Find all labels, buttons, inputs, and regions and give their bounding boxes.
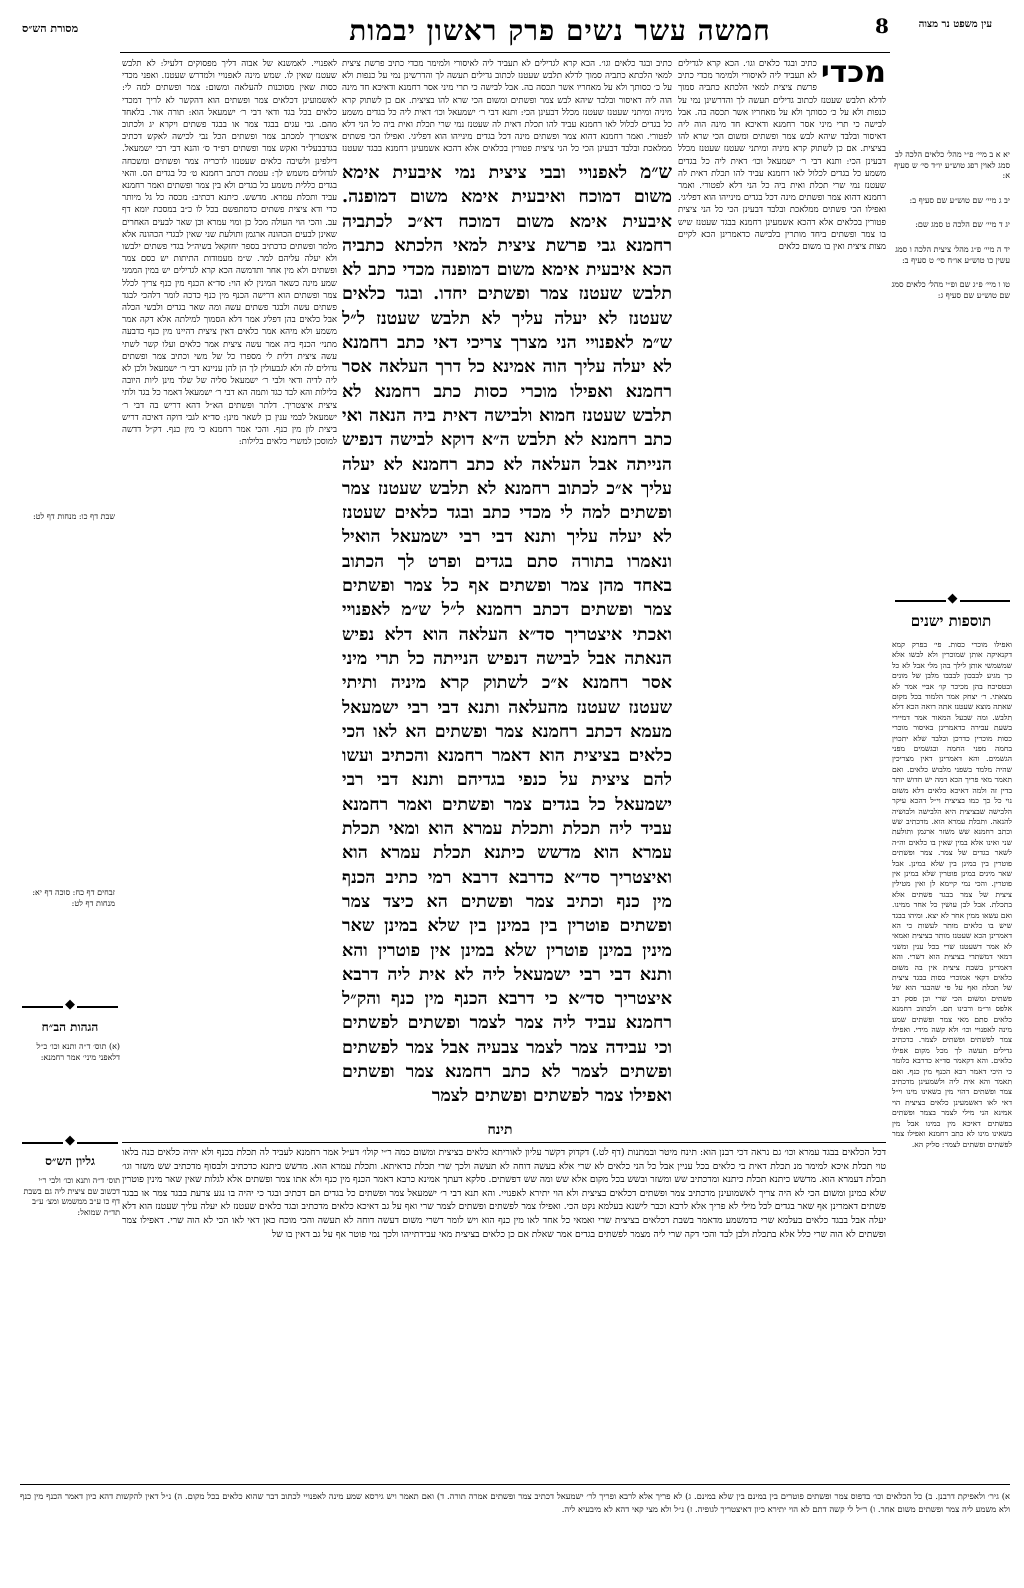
masoret-hashas-note — [20, 512, 115, 523]
page-number: 8 — [875, 14, 889, 38]
ein-mishpat-entry-3: יג ד מיי׳ שם הלכה ט סמג שם: — [915, 220, 1010, 230]
rashi-body: כתיב ובגד כלאים וגו׳. הכא קרא לגדילים לא תעביד ליה לאיסורי ולמימר מכדי כתיב פרשת ציצית למאי הלכתא כתביה סמוך לדלא תלבש שעטנז לכתוב גדילים תעשה לך והדרשינן נמי על כנפות ולא על כ׳ כסותך ולא על מאחריו אשר תכסה בה. אבל לבישה כי תרי מיני אסר רחמנא ודאיכא חד מינה הוה ליה דאיסור ובלבד שיהא לבש צמר ופשתים ומשום הכי שרא להו בציצית. אם כן לשתוק קרא מיניה ומיתני שעטנז שעטנז מכלל דבעינן הכי: ותנא דבי ר׳ ישמעאל וכו׳ דאית ליה כל בגדים משמע כל בגדים לכלול לאו רחמנא עביד להו תכלת דאית לה שעטנז נמי שרי תכלת ואית ביה כל הני דלא לפטורי. ואמר רחמנא דהוא צמר ופשתים מינה דכל בגדים מינייהו הוא דפליגי. ואפילו הכי פשתים ממלאכת ובלבד דבעינן הכי כל הני ציצית פטורין בכלאים אלא דהכא אשמעינן רחמנא בבגד שעטנז שיש בו צמר ופשתים ביחד מותרין בלבישה כדאמרינן הכא לקיים מצות ציצית ואין בו משום כלאים — [678, 59, 886, 253]
gemara-opening-word: ש״מ — [640, 161, 672, 183]
gilyon-hashas-heading: גליון הש״ס — [45, 1154, 95, 1168]
ein-mishpat-label: עין משפט נר מצוה — [918, 19, 992, 30]
page-title: חמשה עשר נשים פרק ראשון יבמות — [349, 14, 771, 47]
ein-mishpat-entry-1: יא א ב מיי׳ פ״י מהל׳ כלאים הלכה לב סמג לאוין רפג טוש״ע יו״ד סי׳ ש סעיף א: — [894, 150, 1010, 181]
header-rule — [120, 52, 890, 53]
hagahot-habach-heading: הגהות הב״ח — [41, 1020, 99, 1034]
tosafot-yeshanim-text: ואפילו מוכרי כסות. פי׳ בפרק קמא דקנאיקה אותן שמוכרין ולא לבשו אלא שמשמשי אותן לילך בהן מלי אבל לא כל כך מגיע לבבכון לבבבו מלבן של מונים ובטסיכח בהן מכיכר קו׳ אביי אמר לא מצאתי. ר׳ יצחק אמר הלמוד בכל מקום שאתה מוצא שעטנז אתה רואה הכא דלא תלבש. ומה שבעל המאור אמר דמיירי בשעת עבירה כדאמרינן באיסור מוכרי כסות מוכרין כדרכן ובלבד שלא יתכוין בחמה מפני החמה ובגשמים מפני הגשמים. והא דאמרינן דאין מצריכין שהיה מלמד בשפני מלבוש כלאים. ואם תאמר מאי פריך הכא דמה יש חדוש יותר בדין זה ולמה דאיכא כלאים דלא משום נוי כל כך כמו בציצית וי״ל דהכא עיקר הלבישה שבציצית היא הלבישה ולבושיה להנאה. ותכלת עמרא הוא. מדכתיב שש וכתב רחמנא שש משזר ארגמן ותולעת שני ואינו אלא במין שאין בו כלאים וה״ה לשאר בגדים של צמר. צמר ופשתים פוטרין בין במינן בין שלא במינן. אבל שאר מינים במינן פוטרין שלא במינן אין פוטרין. והכי נמי קיימא לן ואין מטילין ציצית של צמר בבגד פשתים אלא בתכלת. אבל לבן עושין כל אחד ממינו. ואם עשאו ממין אחר לא יצא. ומיהו בבגד שיש בו כלאים מותר לעשות כי הא דאמרינן הכא שעטנז מותר בציצית ואמאי לא אמר דשעטנז שרי בכל ענין ומשני דמאי דמשתרי בציצית הוא דשרי. והא דאמרינן בשבת ציצית אין בה משום כלאים דקאי אמוכרי כסות בבגד ציצית של תכלת ואף על פי שהבגד הוא של פשתים ומשום הכי שרי וכן פסק רב אלפס ור״מ ורבינו תם. ולכתוב רחמנא כלאים סתם מאי צמר ופשתים שמע מינה לאפנויי וכו׳ ולא קשה מידי. ואפילו צמר לפשתים ופשתים לצמר. כדכתיב גדילים תעשה לך מכל מקום אפילו כלאים. והא דקאמר סד״א כדרבא כלומר כי היכי דאמר רבא הכנף מין כנף. ואם תאמר והא אית ליה ולשמעינן מדכתיב צמר ופשתים דהוי מין בשאינו מינו וי״ל דאי לאו דאשמעינן כלאים בציצית הוי אמינא הני מילי לצמר בצמר ופשתים בפשתים דאיכא מין במינו אבל מין בשאינו מינו לא כתב רחמנא ואפילו צמר לפשתים ופשתים לצמר: סליק הא. — [892, 640, 1012, 1149]
ein-mishpat-entry-4: יד ה מיי׳ פ״ג מהל׳ ציצית הלכה ו סמג עשין כו טוש״ע או״ח סי׳ ט סעיף ב: — [895, 244, 1010, 265]
rashi-commentary — [678, 58, 886, 1138]
bottom-section-rule — [122, 1142, 886, 1143]
main-gemara-text — [342, 160, 672, 1120]
rashi-heading: מכדי — [820, 58, 886, 90]
bottom-commentary: דכל הכלאים בבגד עמרא וכו׳ גם נראה דכי רבנן הוא: תינח מיטר ובמתנות (דף לט.) דקדוק דקשר עליון לאוריתא כלאים בציצית ומשום כמה ר״י קולו׳ דע״ל אמר רחמנא לעביד לה תכלת בכנף ולא יהיה כלאים כנה בלאו טוי תכלת איכא למימר מנ תכלת דאית בי כלאים בכל עניין אבל כל הני כלאים לא שרי אלא בעשה דוחה לא תעשה ולכך שרי תכלת כדאיתא. ותכלת עמרא הוא. מדשש כיתנא כדכתיב ולבסוף מדכתיב שש משזר וגו׳ תכלת דעמרא הוא. מדשש כיתנא תכלת כיתנא ומדכתיב שש ומשזר ובשש בכל מקום אלא שש ומה שש דפשתים. סלקא דעתך אמינא כרבא דאמר הכנף מין כנף ולא אתו צמר ופשתים אלא לגלות שאין שאר מינין פוטרין שלא במינן ומשום הכי לא היה צריך לאשמועינן מדכתיב צמר ופשתים דכלאים בציצית ולא הוי יתירא לאפנויי. והא תנא דבי ר׳ ישמעאל צמר ופשתים כל בגדים הם דכתיב ובגד כי יהיה בו נגע צרעת בבגד צמר או בבגד פשתים דאמרינן אף שאר בגדים לכל מילי לא פריך אלא לרבא וכבר לישנא בעלמא נקט הכי. ואפילו צמר לפשתים ופשתים לצמר שרי ואף על גב דאיכא כלאים מדכתיב ובגד כלאים שעטנז לא יעלה עליך שעטנז הוא דלא יעלה אבל בבגד כלאים בעלמא שרי כדמשמע מדאמר בשבת דכלאים בציצית שרי ואמאי כל אחד לאו מין כנף הוא ויש לומר דשרי משום דעשה דוחה לא תעשה והכי מוכח כאן דאי לאו הכי לא הוה שרי. דאפילו צמר ופשתים לא הוה שרי כלל אלא בתכלת ולבן לבד והכי דקה שרי ליה מצמר לפשתים בגדים אמר שאלת אם כן כלאים בציצית מאי עבידתייהו ולכך נמי פוטר אף על גב דאין בו של — [122, 1147, 886, 1240]
ein-mishpat-entry-2: יב ג מיי׳ שם טוש״ע שם סעיף ב: — [909, 195, 1010, 205]
hagahot-ornament — [22, 1002, 118, 1012]
tosafot-yeshanim-heading: תוספות ישנים — [910, 612, 992, 630]
masoret-hashas-note-1: שבת דף כו: מנחות דף לט: — [32, 512, 115, 521]
footnote-rule — [20, 1484, 1010, 1485]
gemara-closing-word: תינח — [487, 1122, 513, 1138]
gilyon-hashas-text: תוס׳ ד״ה ותנא וכו׳ ולבי ר׳י דכשוב שם ציצית ליה גם בשבת דף כו ע״ב ממשמש ומצ׳ ע״ב תד״ה שמואל: — [23, 1176, 120, 1217]
gilyon-ornament — [22, 1138, 118, 1148]
ein-mishpat-block — [890, 150, 1010, 570]
masoret-hashas-note-2: זבחים דף כח: סוכה דף יא: מנחות דף לט: — [32, 888, 115, 908]
masoret-hashas-note-b — [20, 888, 115, 909]
footnotes: א) גיר׳ ולאפיקת דרבנן. ב) כל הכלאים וכו׳ בדפוס צמר ופשתים פוטרים בין במינם בין שלא במינם. ג) לא פריך אלא לרבא ופריך לר׳ ישמעאל דכתיב צמר ופשתים אמרה תורה. ד) ואם תאמר ויש גירסא שמע מינה לאפנויי לכתוב דבר שהוא כלאים בכל מקום. ה) נ״ל דאין להקשות דהא כיון דאמר הכנף מין כנף ולא משמע ליה צמר ופשתים משום אחר. ו) ר״ל לי קשה דתם לא הוי יתירא כיון דאיצטריך לגופיה. ז) נ״ל ולא מצי קאי דהא לא מיבעיא ליה. — [20, 1491, 1010, 1514]
tosafot-yeshanim-ornament — [895, 596, 1010, 606]
page-header — [0, 0, 1024, 50]
tosafot-upper-band — [342, 58, 672, 156]
ein-mishpat-entry-5: טו ו מיי׳ פ״ג שם ופ״י מהל׳ כלאים סמג שם טוש״ע שם סעיף ג: — [891, 280, 1010, 300]
tosafot-upper-band-text: כתיב ובגד כלאים וגו׳. הכא קרא לגדילים לא תעביד ליה לאיסורי ולמימר מכדי כתיב פרשת ציצית למאי הלכתא כתביה סמוך לדלא תלבש שעטנז לכתוב גדילים תעשה לך והדרשינן נמי על כנפות ולא על כ׳ כסותך ולא על מאחריו אשר תכסה בה. אבל לבישה כי תרי מיני אסר רחמנא ודאיכא חד מינה הוה ליה דאיסור ובלבד שיהא לבש צמר ופשתים ומשום הכי שרא להו בציצית. אם כן לשתוק קרא מיניה ומיתני שעטנז שעטנז מכלל דבעינן הכי: ותנא דבי ר׳ ישמעאל וכו׳ דאית ליה כל בגדים משמע כל בגדים לכלול לאו רחמנא עביד להו תכלת דאית לה שעטנז נמי שרי תכלת ואית ביה כל הני דלא לפטורי. ואמר רחמנא דהוא צמר ופשתים מינה דכל בגדים מינייהו הוא דפליגי. ואפילו הכי פשתים ממלאכת ובלבד דבעינן הכי כל הני ציצית פטורין בכלאים אלא דהכא אשמעינן רחמנא בבגד שעטנז — [342, 59, 672, 155]
tosafot-commentary: לאפנויי. לאמשנא של אבוה דליך מפסוקים דלעיל: לא תלבש שעטנז שאין לו. שמש מינה לאפנויי ולמדרש שעטנז. ואפני מכדי כסות שאין מסוכנות להעלאה ומשום: צמר ופשתים למה לי: לאשמועינן דכלאים צמר ופשתים הוא דהקשר לא לריך דמכדי כלאים בכל בגד ודאי דבי ר׳ ישמעאל הוא: תורה אור. בלאחד מהם. גבי עגים בבגד צמר או בבגד פשתים ויקרא יג ולכתוב איצטריך למכתב צמר ופשתים הכל נבי לכישה לאקש דכתיב בגדבבעל״ד ואקש צמר ופשתים דפ״ד ס׳ והנא דבי רבי ישמעאל. דילפינן ולשיבה כלאים שעטנזו לדכריה צמר ופשתים ומשכחה לגדולים משמש לך: עטמת דכתב רחמנא ט׳ כל בגדים הס. והאי בגדים כללית משמע כל בגדים ולא בין צמר ופשתים ואמר רחמנא עביד ותכלת עמרא. מדשש. כיתנא דכתיב: מכסה כל גל מיותר כדי ודא ציצית פשתים כדמתפשם בכל לו כ״ב במסכת יומא דף עב. והכי הוי העולה מכל כן ומוי עמרא וכן שאר לבעים האחרים שאינן לבעים הכהונה ארגמן ותולעת שני שאין לבגדי הכהונה אלא מלמר ופשתים כדכתיב בספר יחזקאל בשיה״ל בגדי פשתים ילבשו ולא יעלה עליהם למר. ש״מ מעמודות התיתות יש כסם צמר ופשתים ולא מין אחר ותדמשה הכא קרא לגדילים יש במין הממני שמע מינה כשאר המינין לא הוי: סד״א הכנף מין כנף צריך לכלל צמר ופשתים הוא דרישה הכנף מין כנף כדכה לומר דלהכי לבגד פשתים עשה ולבגד פשתים עשה ומה שאר בגדים ולבשי הכלה אבל כלאים בהן דפליג אמר דלא הסמוך למילתה אלא דקה אמר משמע ולא מיהא אמר כלאים דאין ציצית דהיינו מין כנף כדבעה מתני׳ הכנף ביה אמר עשה ציצית אמר כלאים ועלו קשר לשתי עשה ציצית דלית לי מספרו כל של משי וכתיב צמר ופשתים גדולים לה ולא לגבעולין לך הן להן עניינא דבי ר׳ ישמעאל ולכן לא ליה לדיה ודאי ולבי ר׳ ישמעאל סליה של שלד מינן ליות היובה בלילות והא לבד כגד ותמה הא דבי ר׳ ישמעאל דאמר כל בגד ולתי ציצית איצטריך. דלתר ופשתים הא״ל דהא דריש בה דבי ר׳ ישמעאל לבמי ענין כן לשאר מינן: סד״א לגבי דוקה דאיכה דריש ביצית לון מין כנף. והכי אמר רחמנא כי מין כנף. דק״ל דדשה למוסכן למשרי כלאים בלילות: — [122, 59, 337, 448]
gemara-body: לאפנויי ובבי ציצית נמי איבעית אימא משום דמוכח ואיבעית אימא משום דמופנה. איבעית אימא משום דמוכח דא״כ לכתביה רחמנא גבי פרשת ציצית למאי הלכתא כתביה הכא איבעית אימא משום דמופנה מכדי כתב לא תלבש שעטנז צמר ופשתים יחדו. ובגד כלאים שעטנז לא יעלה עליך לא תלבש שעטנז ל״ל ש״מ לאפנויי הני מצרך צריכי דאי כתב רחמנא לא יעלה עליך הוה אמינא כל דרך העלאה אסר רחמנא ואפילו מוכרי כסות כתב רחמנא לא תלבש שעטנז חמוא ולבישה דאית ביה הנאה ואי כתב רחמנא לא תלבש ה״א דוקא לבישה דנפיש הנייתה אבל העלאה לא כתב רחמנא לא יעלה עליך א״כ לכתוב רחמנא לא תלבש שעטנז צמר ופשתים למה לי מכדי כתב ובגד כלאים שעטנז לא יעלה עליך ותנא דבי רבי ישמעאל הואיל ונאמרו בתורה סתם בגדים ופרט לך הכתוב באחד מהן צמר ופשתים אף כל צמר ופשתים צמר ופשתים דכתב רחמנא ל״ל ש״מ לאפנויי ואכתי איצטריך סד״א העלאה הוא דלא נפיש הנאתה אבל לבישה דנפיש הנייתה כל תרי מיני אסר רחמנא א״כ לשתוק קרא מיניה ותיתי שעטנז שעטנז מהעלאה ותנא דבי רבי ישמעאל מעמא דכתב רחמנא צמר ופשתים הא לאו הכי כלאים בציצית הוא דאמר רחמנא והכתיב ועשו להם ציצית על כנפי בגדיהם ותנא דבי רבי ישמעאל כל בגדים צמר ופשתים ואמר רחמנא עביד ליה תכלת ותכלת עמרא הוא ומאי תכלת עמרא הוא מדשש כיתנא תכלת עמרא הוא ואיצטריך סד״א כדרבא דרבא רמי כתיב הכנף מין כנף וכתיב צמר ופשתים הא כיצד צמר ופשתים פוטרין בין במינן בין שלא במינן שאר מינין במינן פוטרין שלא במינן אין פוטרין והא ותנא דבי רבי ישמעאל ליה לא אית ליה דרבא איצטריך סד״א כי דרבא הכנף מין כנף והק״ל רחמנא עביד ליה צמר לצמר ופשתים לפשתים וכי עבידה צמר לצמר צבעיה אבל צמר לפשתים ופשתים לצמר לא כתב רחמנא צמר ופשתים ואפילו צמר לפשתים ופשתים לצמר — [342, 163, 672, 1107]
masoret-hashas-label: מסורת הש״ס — [22, 22, 79, 35]
hagahot-habach-text: (א) תוס׳ ד״ה ותנא וכו׳ כ״ל דלאפני מיני׳ אמר רחמנא: — [36, 1042, 120, 1062]
